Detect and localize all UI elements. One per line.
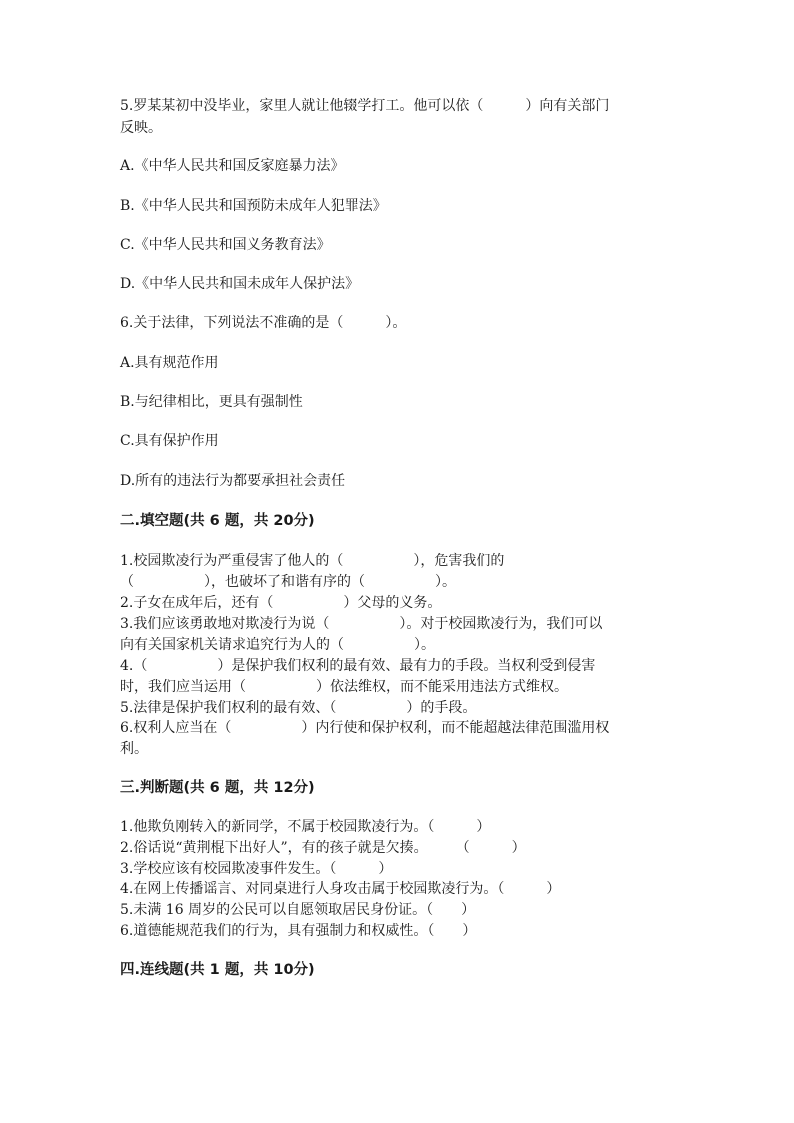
q5-stem-line2: 反映。 — [120, 120, 162, 136]
judge-line-6: 6.道德能规范我们的行为，具有强制力和权威性。（ ） — [120, 923, 477, 939]
judge-line-4: 4.在网上传播谣言、对同桌进行人身攻击属于校园欺凌行为。（ ） — [120, 881, 561, 897]
q5-stem-line1: 5.罗某某初中没毕业，家里人就让他辍学打工。他可以依（ ）向有关部门 — [120, 98, 610, 114]
fill-line-8: 5.法律是保护我们权利的最有效、（ ）的手段。 — [120, 700, 477, 716]
judge-line-3: 3.学校应该有校园欺凌事件发生。（ ） — [120, 861, 393, 877]
fill-line-6: 4.（ ）是保护我们权利的最有效、最有力的手段。当权利受到侵害 — [120, 658, 596, 674]
judge-line-1: 1.他欺负刚转入的新同学，不属于校园欺凌行为。（ ） — [120, 819, 491, 835]
q6-option-b: B.与纪律相比，更具有强制性 — [120, 394, 303, 410]
q5-option-d: D.《中华人民共和国未成年人保护法》 — [120, 276, 360, 292]
q6-stem: 6.关于法律，下列说法不准确的是（ ）。 — [120, 315, 407, 331]
q6-option-d: D.所有的违法行为都要承担社会责任 — [120, 473, 346, 489]
judge-line-5: 5.未满 16 周岁的公民可以自愿领取居民身份证。（ ） — [120, 902, 476, 918]
q5-option-b: B.《中华人民共和国预防未成年人犯罪法》 — [120, 198, 387, 214]
fill-line-4: 3.我们应该勇敢地对欺凌行为说（ ）。对于校园欺凌行为，我们可以 — [120, 616, 603, 632]
fill-line-3: 2.子女在成年后，还有（ ）父母的义务。 — [120, 595, 442, 611]
judge-line-2: 2.俗话说“黄荆棍下出好人”，有的孩子就是欠揍。 （ ） — [120, 840, 526, 856]
fill-line-1: 1.校园欺凌行为严重侵害了他人的（ ），危害我们的 — [120, 553, 505, 569]
section4-heading: 四.连线题(共 1 题，共 10分) — [120, 962, 315, 978]
fill-line-2: （ ），也破坏了和谐有序的（ ）。 — [120, 574, 456, 590]
fill-line-7: 时，我们应当运用（ ）依法维权，而不能采用违法方式维权。 — [120, 679, 568, 695]
section3-heading: 三.判断题(共 6 题，共 12分) — [120, 780, 315, 796]
q6-option-c: C.具有保护作用 — [120, 433, 219, 449]
fill-line-5: 向有关国家机关请求追究行为人的（ ）。 — [120, 637, 435, 653]
fill-line-10: 利。 — [120, 741, 148, 757]
fill-line-9: 6.权利人应当在（ ）内行使和保护权利，而不能超越法律范围滥用权 — [120, 720, 610, 736]
q5-option-c: C.《中华人民共和国义务教育法》 — [120, 237, 331, 253]
q5-option-a: A.《中华人民共和国反家庭暴力法》 — [120, 158, 345, 174]
section2-heading: 二.填空题(共 6 题，共 20分) — [120, 513, 315, 529]
q6-option-a: A.具有规范作用 — [120, 355, 219, 371]
